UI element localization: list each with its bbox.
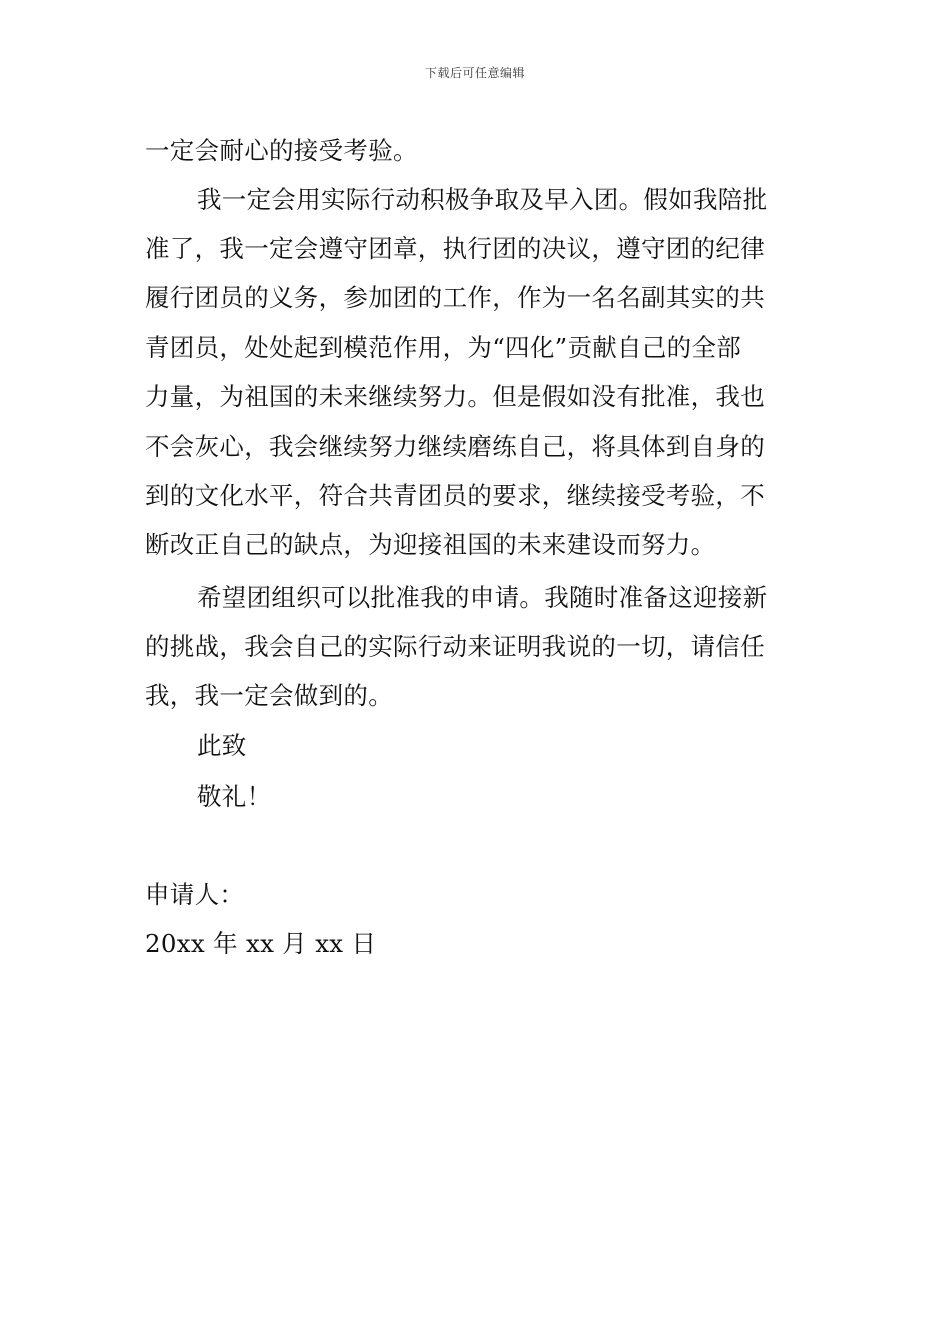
body-line: 履行团员的义务，参加团的工作，作为一名名副其实的共	[145, 283, 765, 312]
applicant-label: 申请人：	[145, 880, 245, 909]
body-line: 青团员，处处起到模范作用，为“四化”贡献自己的全部	[145, 333, 742, 362]
page-header: 下载后可任意编辑	[424, 66, 525, 80]
body-line: 断改正自己的缺点，为迎接祖国的未来建设而努力。	[145, 530, 716, 559]
body-line: 一定会耐心的接受考验。	[145, 136, 418, 165]
body-line: 到的文化水平，符合共青团员的要求，继续接受考验，不	[145, 481, 765, 510]
paragraph-start-line: 希望团组织可以批准我的申请。我随时准备这迎接新	[197, 583, 768, 612]
body-line: 力量，为祖国的未来继续努力。但是假如没有批准，我也	[145, 382, 765, 411]
closing-regards: 敬礼！	[197, 782, 272, 811]
body-line: 我，我一定会做到的。	[145, 681, 393, 710]
closing-salutation: 此致	[197, 731, 247, 760]
body-line: 的挑战，我会自己的实际行动来证明我说的一切，请信任	[145, 632, 765, 661]
signature-date: 20xx 年 xx 月 xx 日	[145, 929, 377, 958]
body-line: 准了，我一定会遵守团章，执行团的决议，遵守团的纪律	[145, 234, 765, 263]
paragraph-start-line: 我一定会用实际行动积极争取及早入团。假如我陪批	[197, 185, 768, 214]
body-line: 不会灰心，我会继续努力继续磨练自己，将具体到自身的	[145, 432, 765, 461]
